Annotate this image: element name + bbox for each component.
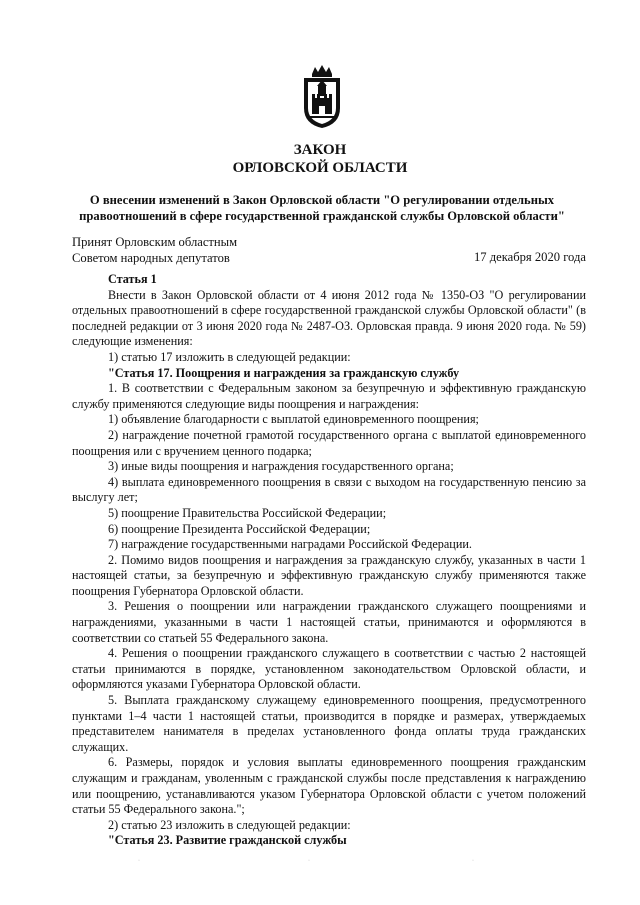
article-heading: "Статья 17. Поощрения и награждения за гражданскую службу <box>108 365 460 380</box>
law-region-title: ОРЛОВСКОЙ ОБЛАСТИ <box>232 160 408 176</box>
law-subtitle: О внесении изменений в Закон Орловской области "О регулировании отдельных правоотношений в сфере государственной гражданской службы Орловской области" <box>79 193 565 223</box>
paragraph: 2) награждение почетной грамотой государственного органа с выплатой единовременного поощрения или с вручением ценного подарка; <box>72 427 586 458</box>
article-heading: Статья 1 <box>108 272 157 286</box>
article-heading: "Статья 23. Развитие гражданской службы <box>108 833 347 848</box>
orel-coat-of-arms-icon <box>298 64 346 130</box>
paragraph: 1) объявление благодарности с выплатой единовременного поощрения; <box>108 412 479 427</box>
adopted-by-line1: Принят Орловским областным <box>72 235 238 249</box>
paragraph: 3. Решения о поощрении или награждении гражданского служащего поощрениями и награждениями, указанными в части 1 настоящей статьи, принимаются и оформляются в соответствии со статьей 55 Федерального закона. <box>72 599 586 645</box>
paragraph: 4) выплата единовременного поощрения в связи с выходом на государственную пенсию за выслугу лет; <box>72 474 586 505</box>
adopted-by-line2: Советом народных депутатов <box>72 251 230 265</box>
paragraph: 5) поощрение Правительства Российской Федерации; <box>108 505 387 520</box>
scan-artifact: · <box>308 858 310 864</box>
paragraph: 3) иные виды поощрения и награждения государственного органа; <box>108 459 454 474</box>
paragraph: 6) поощрение Президента Российской Федерации; <box>108 521 371 536</box>
scan-artifact: · <box>138 858 140 864</box>
paragraph: 4. Решения о поощрении гражданского служащего в соответствии с частью 2 настоящей статьи принимаются в порядке, установленном законодательством Орловской области, и оформляются указами Губернатора Орловской области. <box>72 646 586 692</box>
paragraph: 1) статью 17 изложить в следующей редакции: <box>108 349 351 364</box>
paragraph: 5. Выплата гражданскому служащему единовременного поощрения, предусмотренного пунктами 1–4 части 1 настоящей статьи, производится в порядке и размерах, утверждаемых представителем нанимателя в пределах установленного фонда оплаты труда гражданских служащих. <box>72 693 586 754</box>
paragraph: 7) награждение государственными наградами Российской Федерации. <box>108 537 472 552</box>
paragraph: 1. В соответствии с Федеральным законом за безупречную и эффективную гражданскую службу применяются следующие виды поощрения и награждения: <box>72 381 586 411</box>
scan-artifact: · <box>472 858 474 864</box>
law-title: ЗАКОН <box>293 142 347 158</box>
adoption-date: 17 декабря 2020 года <box>473 250 586 264</box>
paragraph: 2. Помимо видов поощрения и награждения за гражданскую службу, указанных в части 1 настоящей статьи, за безупречную и эффективную гражданскую службу применяются также поощрения Губернатора Орловской области. <box>72 552 586 598</box>
law-body <box>72 272 586 849</box>
paragraph: Внести в Закон Орловской области от 4 июня 2012 года № 1350-ОЗ "О регулировании отдельных правоотношений в сфере государственной гражданской службы Орловской области" (в последней редакции от 3 июня 2020 года № 2487-ОЗ. Орловская правда. 9 июня 2020 года. № 59) следующие изменения: <box>72 287 586 349</box>
paragraph: 6. Размеры, порядок и условия выплаты единовременного поощрения гражданским служащим и гражданам, уволенным с гражданской службы после представления к награждению или поощрению, устанавливаются указом Губернатора Орловской области с учетом положений статьи 55 Федерального закона."; <box>72 755 586 817</box>
paragraph: 2) статью 23 изложить в следующей редакции: <box>108 817 351 832</box>
